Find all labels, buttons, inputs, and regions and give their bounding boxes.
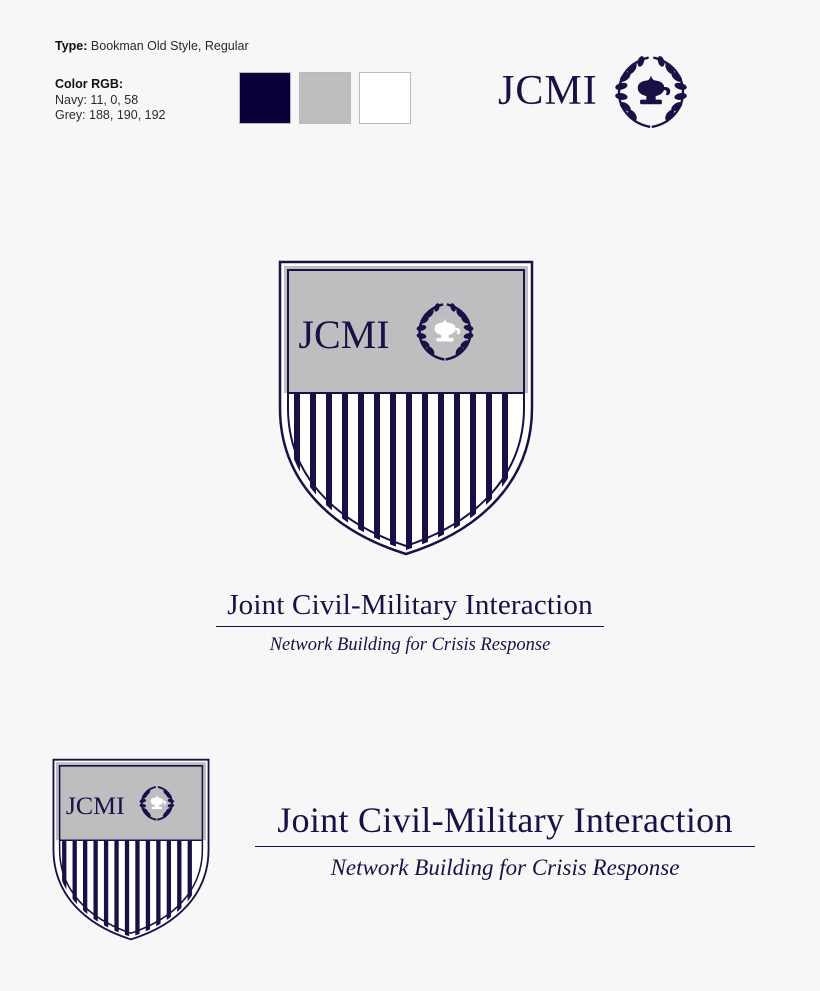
swatch-grey xyxy=(299,72,351,124)
lockup-divider xyxy=(255,846,755,847)
wordmark-lockup xyxy=(498,52,690,130)
lockup-title: Joint Civil-Military Interaction xyxy=(277,800,733,840)
type-value: Bookman Old Style, Regular xyxy=(90,39,249,53)
swatch-white xyxy=(359,72,411,124)
navy-rgb-line: Navy: 11, 0, 58 xyxy=(55,93,139,107)
primary-tagline: Network Building for Crisis Response xyxy=(269,635,551,655)
primary-title: Joint Civil-Military Interaction xyxy=(227,589,593,621)
shield-emblem-large xyxy=(276,258,536,558)
laurel-lamp-icon xyxy=(612,52,690,130)
title-divider xyxy=(216,626,604,627)
grey-rgb-line: Grey: 188, 190, 192 xyxy=(55,108,166,122)
swatch-navy xyxy=(239,72,291,124)
color-swatches xyxy=(239,72,411,124)
svg-text:JCMI: JCMI xyxy=(65,790,125,820)
lockup-title-block xyxy=(240,798,770,883)
shield-emblem-small xyxy=(51,757,211,942)
wordmark-monogram: JCMI xyxy=(498,68,598,114)
primary-title-block xyxy=(0,588,820,657)
type-label: Type: xyxy=(55,39,88,53)
color-label: Color RGB: xyxy=(55,77,124,91)
type-spec xyxy=(55,38,295,54)
svg-text:JCMI: JCMI xyxy=(298,312,390,357)
lockup-tagline: Network Building for Crisis Response xyxy=(330,855,680,880)
